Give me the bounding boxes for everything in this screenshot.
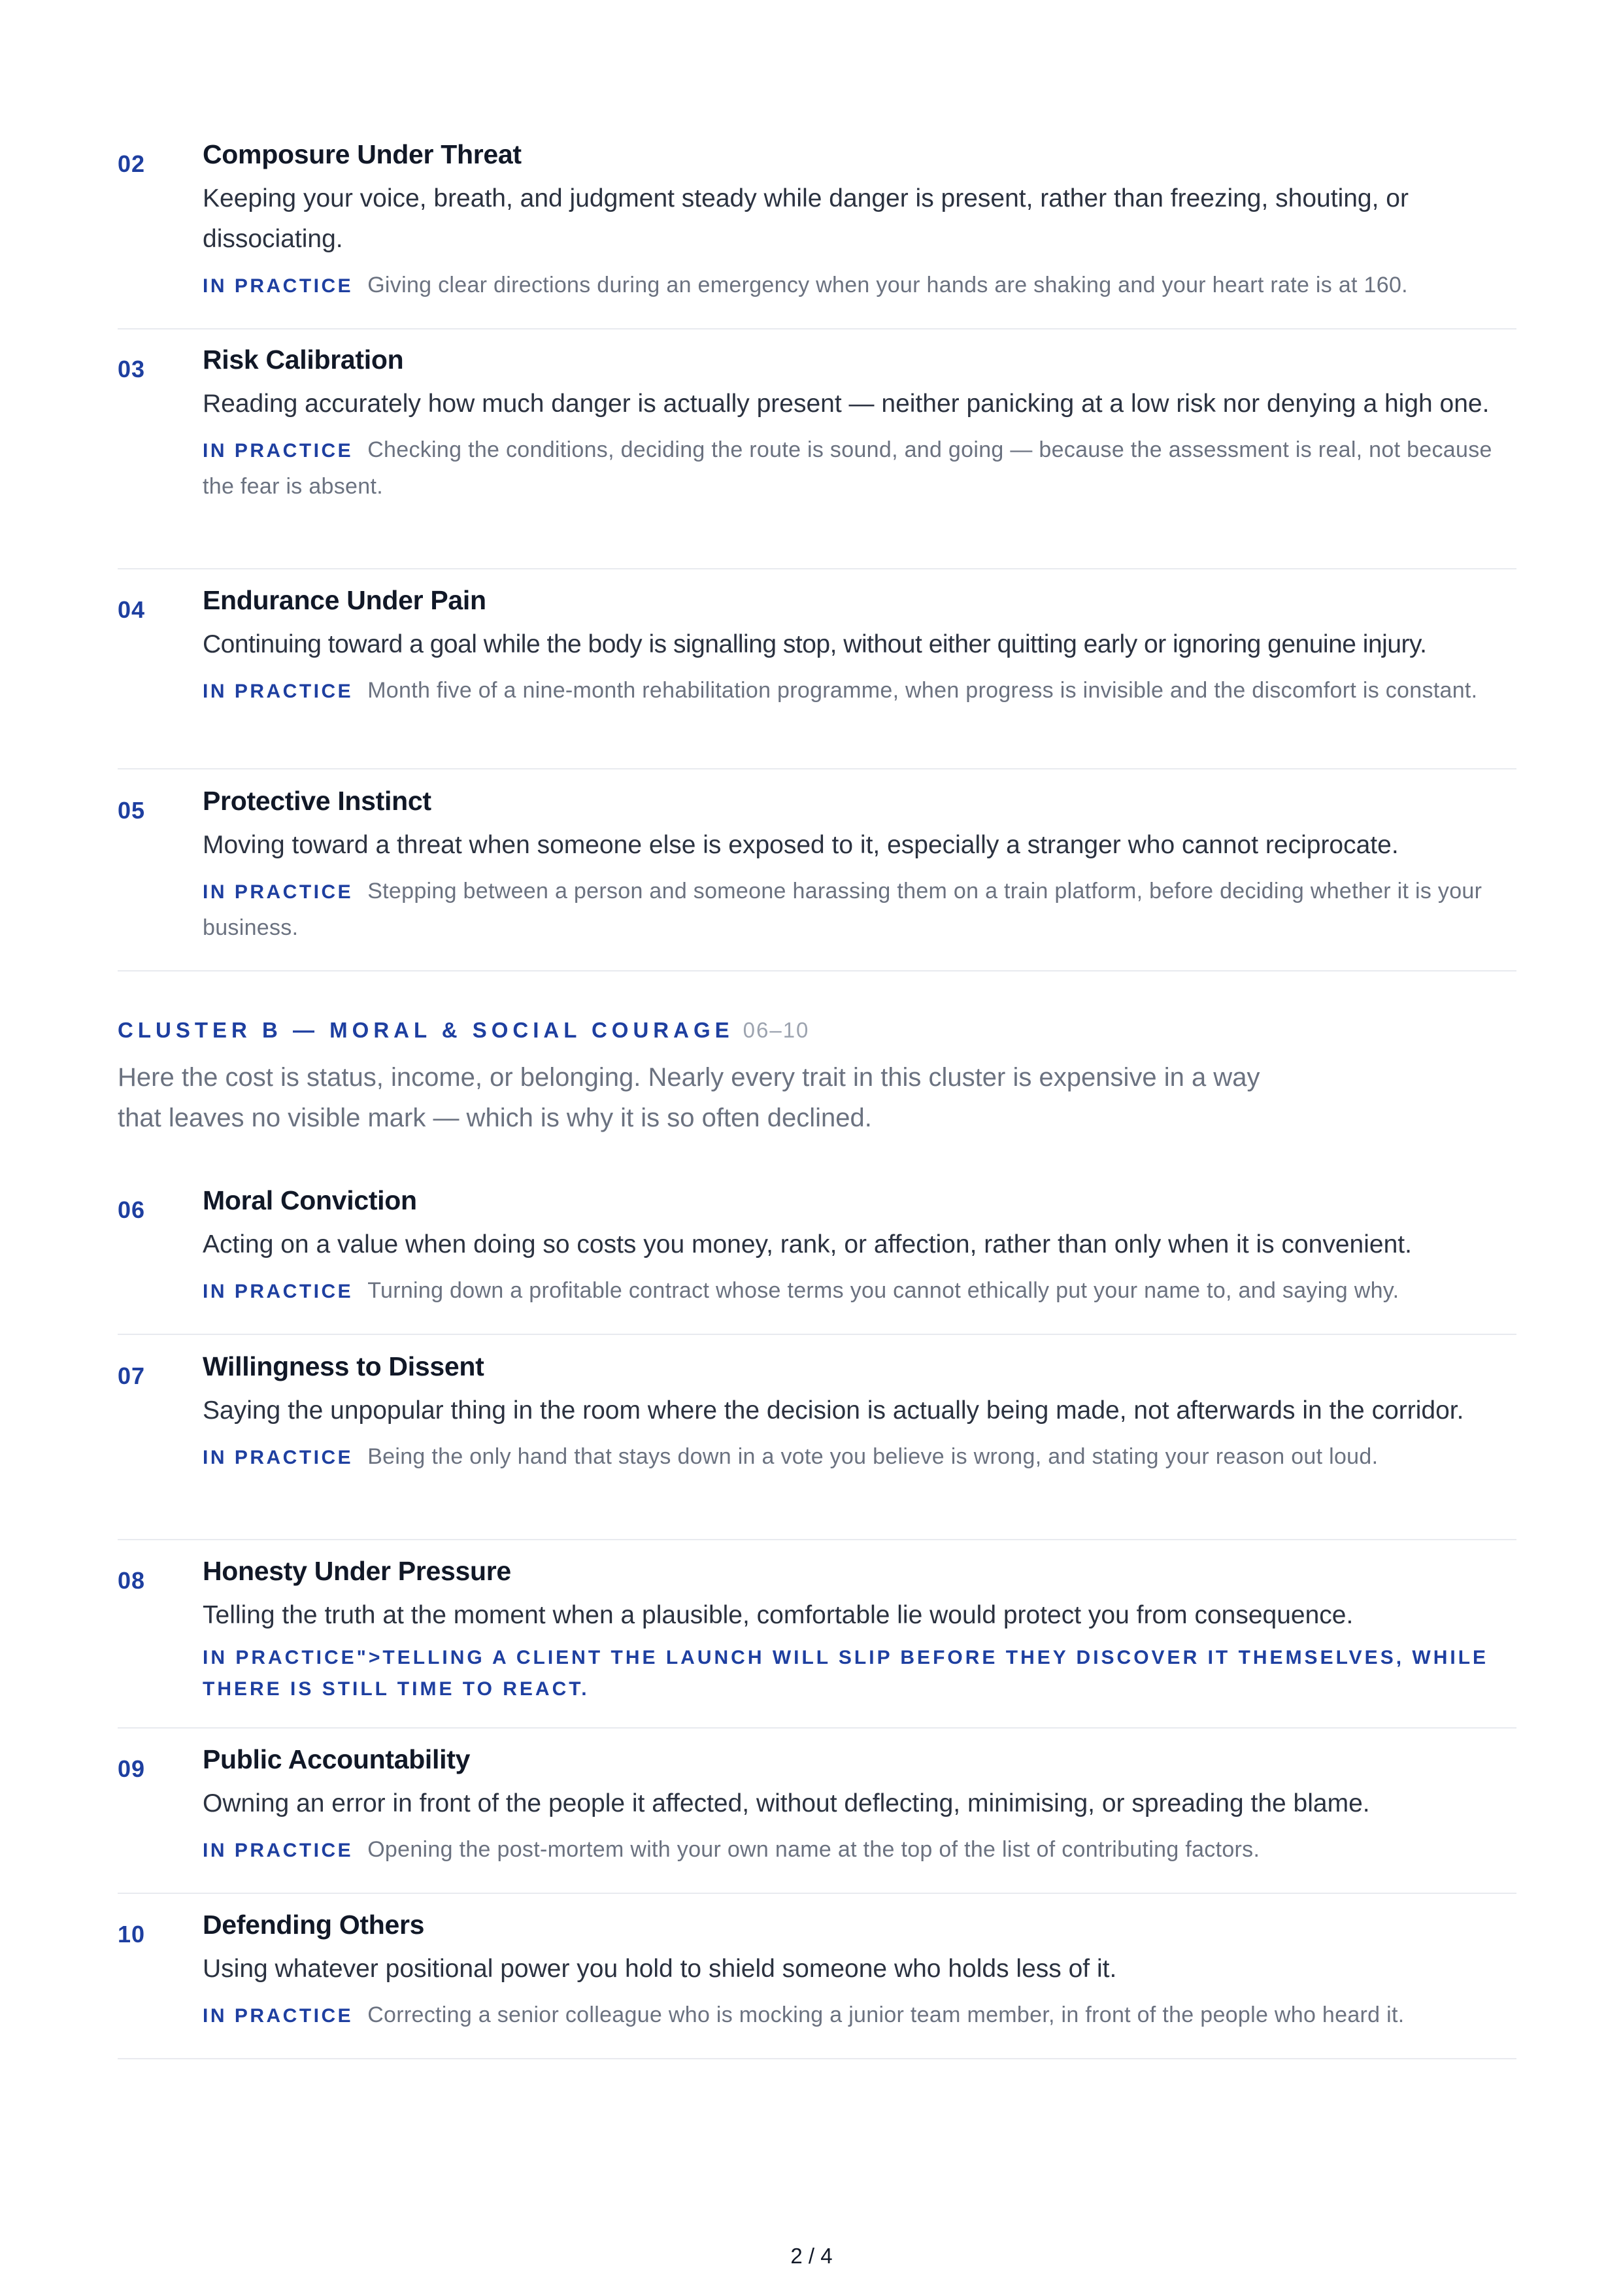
item-title: Risk Calibration bbox=[203, 345, 404, 375]
practice-tag: IN PRACTICE bbox=[203, 1447, 354, 1469]
practice-text: Stepping between a person and someone harassing them on a train platform, before deciding whether it is your business. bbox=[203, 879, 1482, 941]
practice-text: Giving clear directions during an emergency when your hands are shaking and your heart rate is at 160. bbox=[367, 273, 1408, 298]
item-title: Public Accountability bbox=[203, 1744, 471, 1774]
practice-tag: IN PRACTICE bbox=[203, 2005, 354, 2027]
item-description: Moving toward a threat when someone else is exposed to it, especially a stranger who cannot reciprocate. bbox=[203, 831, 1399, 860]
item-title: Defending Others bbox=[203, 1910, 425, 1940]
item-practice bbox=[203, 873, 1516, 945]
item-description: Acting on a value when doing so costs you money, rank, or affection, rather than only when it is convenient. bbox=[203, 1230, 1412, 1259]
item-title: Composure Under Threat bbox=[203, 139, 522, 169]
item-description: Owning an error in front of the people it affected, without deflecting, minimising, or spreading the blame. bbox=[203, 1789, 1370, 1818]
item-title: Protective Instinct bbox=[203, 786, 431, 816]
item-practice bbox=[203, 673, 1516, 709]
practice-text: Month five of a nine-month rehabilitation programme, when progress is invisible and the discomfort is constant. bbox=[367, 678, 1478, 703]
item-description: Reading accurately how much danger is actually present — neither panicking at a low risk nor denying a high one. bbox=[203, 390, 1490, 418]
item-description: Saying the unpopular thing in the room where the decision is actually being made, not afterwards in the corridor. bbox=[203, 1396, 1464, 1425]
practice-tag: IN PRACTICE bbox=[203, 440, 354, 462]
list-item bbox=[118, 1351, 1516, 1540]
item-title: Honesty Under Pressure bbox=[203, 1556, 511, 1586]
practice-text: Turning down a profitable contract whose terms you cannot ethically put your name to, and saying why. bbox=[367, 1278, 1399, 1304]
item-number: 02 bbox=[118, 150, 146, 177]
item-number: 06 bbox=[118, 1196, 146, 1223]
cluster-description: Here the cost is status, income, or belonging. Nearly every trait in this cluster is expensive in a way that leaves no visible mark — which is why it is so often declined. bbox=[118, 1063, 1260, 1132]
cluster-heading bbox=[118, 1018, 1516, 1043]
item-practice-raw: IN PRACTICE">TELLING A CLIENT THE LAUNCH WILL SLIP BEFORE THEY DISCOVER IT THEMSELVES, WHILE THERE IS STILL TIME TO REACT. bbox=[203, 1647, 1489, 1700]
item-description: Using whatever positional power you hold to shield someone who holds less of it. bbox=[203, 1955, 1117, 1984]
cluster-range: 06–10 bbox=[743, 1018, 810, 1042]
practice-tag: IN PRACTICE bbox=[203, 881, 354, 903]
practice-text: Checking the conditions, deciding the route is sound, and going — because the assessment is real, not because the fear is absent. bbox=[203, 437, 1492, 499]
item-practice bbox=[203, 1439, 1516, 1476]
item-number: 09 bbox=[118, 1755, 146, 1782]
practice-text: Opening the post-mortem with your own name at the top of the list of contributing factors. bbox=[367, 1837, 1260, 1863]
item-number: 05 bbox=[118, 797, 146, 824]
cluster-b-section bbox=[118, 1018, 1516, 1138]
item-practice bbox=[203, 1832, 1516, 1868]
cluster-title: CLUSTER B — MORAL & SOCIAL COURAGE bbox=[118, 1018, 734, 1042]
list-item bbox=[118, 1555, 1516, 1729]
list-item bbox=[118, 344, 1516, 569]
item-number: 04 bbox=[118, 596, 146, 623]
item-description: Telling the truth at the moment when a plausible, comfortable lie would protect you from consequence. bbox=[203, 1601, 1354, 1630]
list-item bbox=[118, 1744, 1516, 1894]
practice-tag: IN PRACTICE bbox=[203, 1840, 354, 1862]
practice-text: Correcting a senior colleague who is mocking a junior team member, in front of the people who heard it. bbox=[367, 2002, 1405, 2028]
item-practice bbox=[203, 1997, 1516, 2034]
item-description: Continuing toward a goal while the body is signalling stop, without either quitting early or ignoring genuine injury. bbox=[203, 630, 1427, 659]
item-practice bbox=[203, 1273, 1516, 1309]
item-practice bbox=[203, 432, 1516, 504]
item-number: 07 bbox=[118, 1362, 146, 1389]
list-item bbox=[118, 1185, 1516, 1335]
list-item bbox=[118, 584, 1516, 769]
item-title: Willingness to Dissent bbox=[203, 1351, 484, 1381]
item-description: Keeping your voice, breath, and judgment steady while danger is present, rather than freezing, shouting, or dissociating. bbox=[203, 184, 1409, 254]
practice-text: Being the only hand that stays down in a vote you believe is wrong, and stating your reason out loud. bbox=[367, 1444, 1379, 1470]
page-indicator: 2 / 4 bbox=[790, 2244, 833, 2268]
item-title: Moral Conviction bbox=[203, 1185, 417, 1215]
item-number: 10 bbox=[118, 1921, 146, 1948]
practice-tag: IN PRACTICE bbox=[203, 275, 354, 297]
item-title: Endurance Under Pain bbox=[203, 585, 486, 615]
list-item bbox=[118, 139, 1516, 329]
item-practice bbox=[203, 267, 1516, 304]
item-number: 03 bbox=[118, 356, 146, 382]
list-item bbox=[118, 1909, 1516, 2059]
practice-tag: IN PRACTICE bbox=[203, 1281, 354, 1303]
list-item bbox=[118, 785, 1516, 971]
item-number: 08 bbox=[118, 1567, 146, 1594]
practice-tag: IN PRACTICE bbox=[203, 681, 354, 703]
